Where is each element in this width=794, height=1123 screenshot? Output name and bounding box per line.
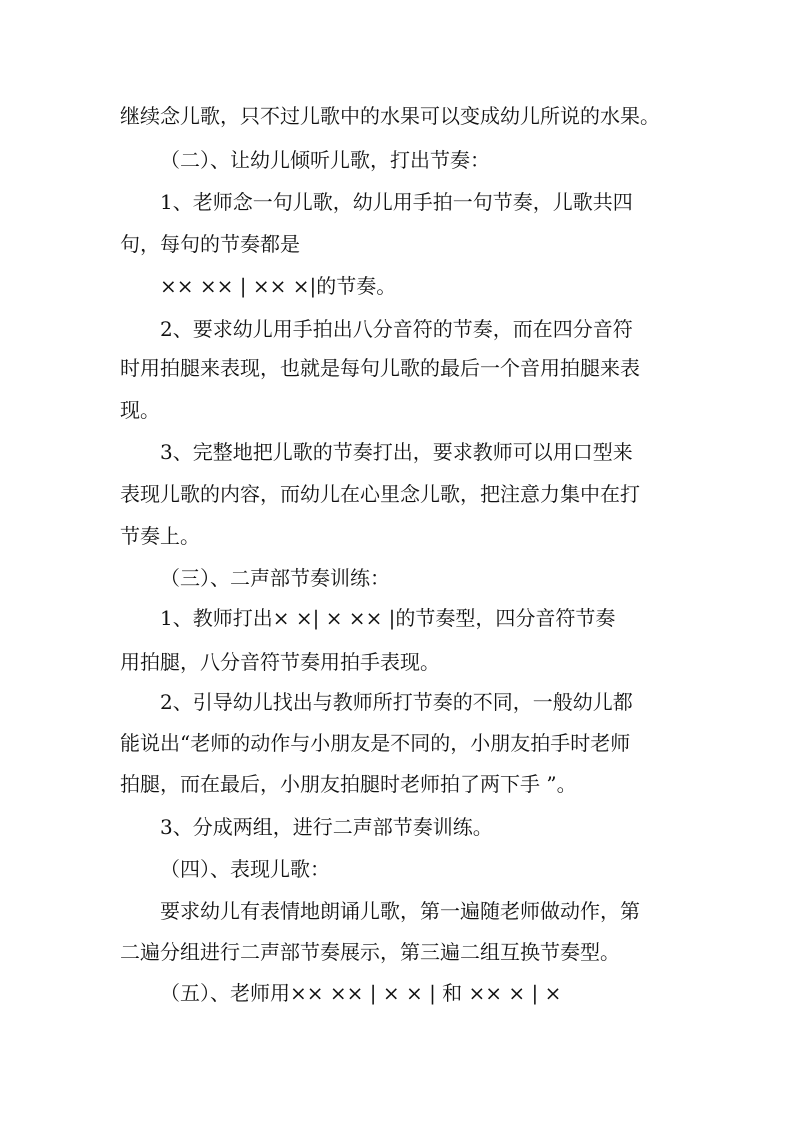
text-line-8: 现。: [120, 398, 160, 422]
text-line-7: 时用拍腿来表现，也就是每句儿歌的最后一个音用拍腿来表: [120, 356, 640, 380]
text-line-14: 用拍腿，八分音符节奏用拍手表现。: [120, 650, 440, 674]
text-line-22: （五）、老师用×× ×× | × × | 和 ×× × | ×: [160, 981, 562, 1005]
text-line-2: （二）、让幼儿倾听儿歌，打出节奏：: [160, 148, 490, 172]
text-line-9: 3、完整地把儿歌的节奏打出，要求教师可以用口型来: [160, 440, 633, 464]
text-line-3: 1、老师念一句儿歌，幼儿用手拍一句节奏，儿歌共四: [160, 190, 633, 214]
text-line-1: 继续念儿歌，只不过儿歌中的水果可以变成幼儿所说的水果。: [120, 104, 660, 128]
text-line-18: 3、分成两组，进行二声部节奏训练。: [160, 815, 493, 839]
text-line-4: 句，每句的节奏都是: [120, 232, 300, 256]
text-line-5: ×× ×× | ×× ×|的节奏。: [160, 274, 397, 298]
text-line-13: 1、教师打出× ×| × ×× |的节奏型，四分音符节奏: [160, 606, 616, 630]
text-line-19: （四）、表现儿歌：: [160, 857, 330, 881]
text-line-16: 能说出“老师的动作与小朋友是不同的，小朋友拍手时老师: [120, 731, 631, 755]
text-line-12: （三）、二声部节奏训练：: [160, 566, 390, 590]
text-line-6: 2、要求幼儿用手拍出八分音符的节奏，而在四分音符: [160, 317, 633, 341]
text-line-11: 节奏上。: [120, 524, 200, 548]
text-line-15: 2、引导幼儿找出与教师所打节奏的不同，一般幼儿都: [160, 690, 633, 714]
text-line-21: 二遍分组进行二声部节奏展示，第三遍二组互换节奏型。: [120, 940, 620, 964]
text-line-20: 要求幼儿有表情地朗诵儿歌，第一遍随老师做动作，第: [160, 899, 640, 923]
text-line-17: 拍腿，而在最后，小朋友拍腿时老师拍了两下手 ”。: [120, 772, 577, 796]
text-line-10: 表现儿歌的内容，而幼儿在心里念儿歌，把注意力集中在打: [120, 482, 640, 506]
